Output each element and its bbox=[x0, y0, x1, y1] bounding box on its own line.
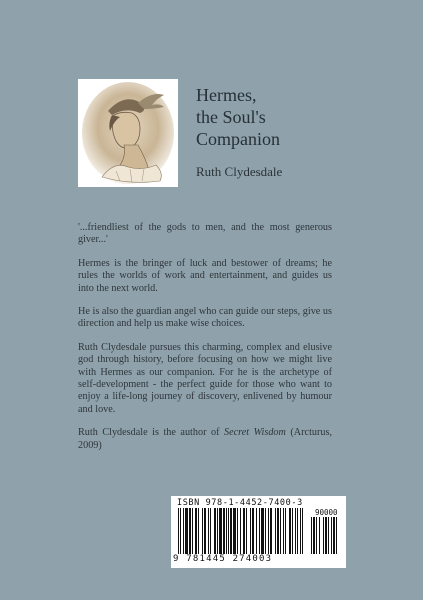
book-title bbox=[196, 84, 356, 150]
price-code: 90000 bbox=[315, 508, 338, 517]
ean-number: 9 781445 274003 bbox=[173, 554, 273, 564]
blurb bbox=[78, 222, 332, 463]
author-name: Ruth Clydesdale bbox=[196, 164, 283, 179]
blurb-quote: '...friendliest of the gods to men, and the most generous giver...' bbox=[78, 222, 332, 246]
blurb-paragraph-4 bbox=[78, 427, 332, 452]
barcode-box bbox=[171, 496, 346, 568]
portrait-frame bbox=[78, 79, 178, 187]
blurb-paragraph-2: He is also the guardian angel who can guide our steps, give us direction and help us make wise choices. bbox=[78, 306, 332, 330]
blurb-paragraph-3: Ruth Clydesdale pursues this charming, complex and elusive god through history, before focusing on how we might live with Hermes as our companion. For he is the archetype of self-development - the perfect guide for those who want to enjoy a life-long journey of discovery, enlivened by humour and love. bbox=[78, 341, 332, 415]
addon-barcode-bars bbox=[311, 517, 341, 554]
title-line-3: Companion bbox=[196, 129, 280, 149]
author-bio-suffix: (Arcturus, 2009) bbox=[78, 427, 332, 451]
hermes-portrait-icon bbox=[80, 81, 176, 185]
title-line-2: the Soul's bbox=[196, 107, 266, 127]
barcode-bars bbox=[178, 508, 306, 554]
author-bio-prefix: Ruth Clydesdale is the author of bbox=[78, 427, 224, 439]
isbn-number: ISBN 978-1-4452-7400-3 bbox=[177, 498, 303, 508]
title-line-1: Hermes, bbox=[196, 85, 257, 105]
other-book-title: Secret Wisdom bbox=[224, 427, 286, 439]
blurb-paragraph-1: Hermes is the bringer of luck and bestower of dreams; he rules the worlds of work and entertainment, and guides us into the next world. bbox=[78, 257, 332, 294]
